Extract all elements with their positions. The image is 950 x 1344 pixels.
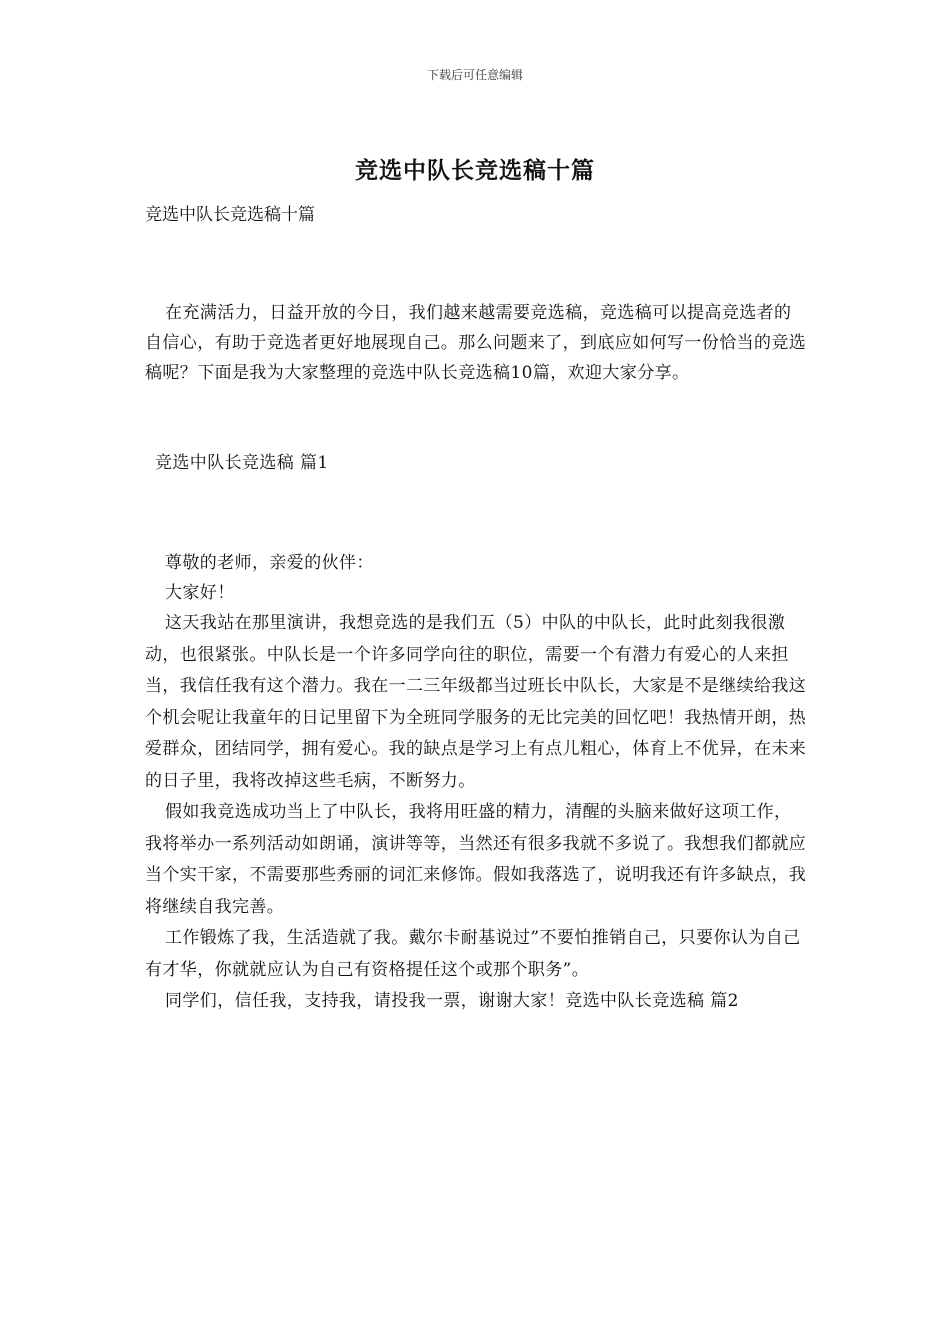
letter-body bbox=[145, 548, 807, 1018]
body-paragraph-3: 工作锻炼了我，生活造就了我。戴尔卡耐基说过”不要怕推销自己，只要你认为自己有才华，你就就应认为自己有资格提任这个或那个职务”。 bbox=[145, 928, 801, 980]
header-note: 下载后可任意编辑 bbox=[426, 68, 523, 82]
body-paragraph-4: 同学们，信任我，支持我，请投我一票，谢谢大家！竞选中队长竞选稿 篇2 bbox=[165, 991, 739, 1011]
greeting-line: 尊敬的老师，亲爱的伙伴： bbox=[165, 553, 374, 573]
hello-line: 大家好！ bbox=[165, 583, 235, 603]
intro-paragraph bbox=[145, 298, 807, 388]
intro-text: 在充满活力，日益开放的今日，我们越来越需要竞选稿，竞选稿可以提高竞选者的自信心，有助于竞选者更好地展现自己。那么问题来了，到底应如何写一份恰当的竞选稿呢？下面是我为大家整理的竞选中队长竞选稿10篇，欢迎大家分享。 bbox=[145, 303, 807, 383]
document-title: 竞选中队长竞选稿十篇 bbox=[355, 157, 595, 184]
document-subtitle: 竞选中队长竞选稿十篇 bbox=[145, 205, 315, 225]
section-heading-text: 竞选中队长竞选稿 篇1 bbox=[155, 453, 329, 473]
body-paragraph-2: 假如我竞选成功当上了中队长，我将用旺盛的精力，清醒的头脑来做好这项工作，我将举办一系列活动如朗诵，演讲等等，当然还有很多我就不多说了。我想我们都就应当个实干家，不需要那些秀丽的词汇来修饰。假如我落选了，说明我还有许多缺点，我将继续自我完善。 bbox=[145, 802, 807, 917]
section-heading-1 bbox=[155, 448, 817, 478]
body-paragraph-1: 这天我站在那里演讲，我想竞选的是我们五（5）中队的中队长，此时此刻我很激动，也很紧张。中队长是一个许多同学向往的职位，需要一个有潜力有爱心的人来担当，我信任我有这个潜力。我在一二三年级都当过班长中队长，大家是不是继续给我这个机会呢让我童年的日记里留下为全班同学服务的无比完美的回忆吧！我热情开朗，热爱群众，团结同学，拥有爱心。我的缺点是学习上有点儿粗心，体育上不优异，在未来的日子里，我将改掉这些毛病，不断努力。 bbox=[145, 613, 807, 791]
